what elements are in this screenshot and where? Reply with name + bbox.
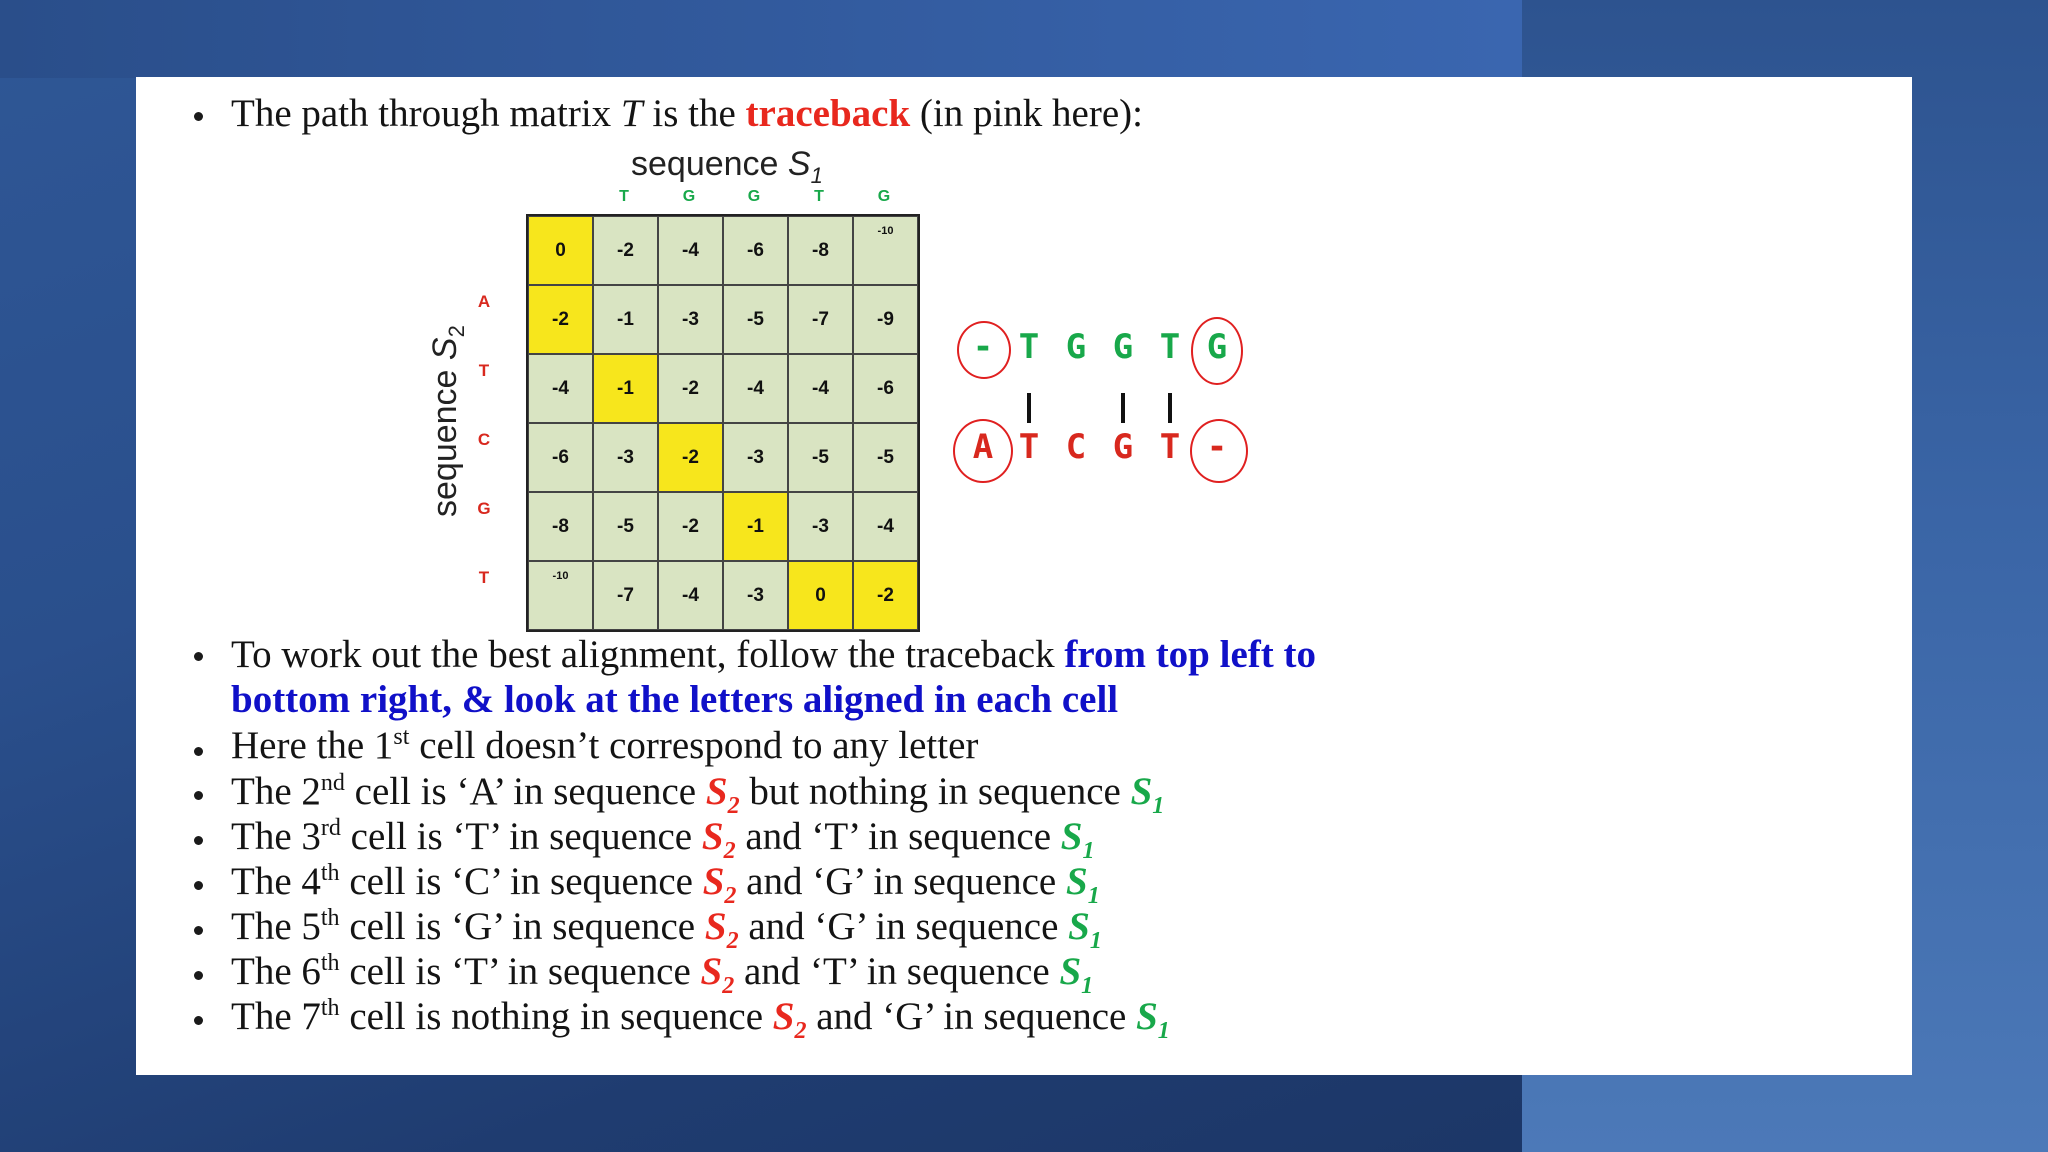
bullet-dot (194, 881, 203, 890)
bullet-dot (194, 836, 203, 845)
ordinal: st (393, 724, 410, 750)
alignment-top-letter: G (1206, 327, 1228, 367)
seq-s1 (1060, 815, 1095, 864)
matrix-cell: -4 (788, 354, 853, 423)
bullet-cell-explanation (231, 949, 1094, 999)
matrix-cell: -7 (593, 561, 658, 630)
matrix-cell: -2 (853, 561, 918, 630)
ordinal: th (320, 860, 340, 886)
alignment-bottom-letter: C (1065, 427, 1087, 467)
sub: 2 (794, 1018, 807, 1044)
bullet-dot (194, 652, 203, 661)
matrix-cell: -4 (658, 561, 723, 630)
text: cell is ‘G’ in sequence (339, 905, 705, 948)
seq-s2 (702, 860, 737, 909)
text: cell is ‘A’ in sequence (344, 770, 706, 813)
score-matrix (526, 214, 920, 632)
bold-instruction: from top left to (1064, 633, 1316, 676)
row-label: A (477, 292, 491, 311)
alignment-bottom-letter: A (972, 427, 994, 467)
bullet-first-cell (231, 723, 978, 768)
matrix-cell: -2 (528, 285, 593, 354)
var: S (1068, 905, 1090, 948)
row-label: G (477, 499, 491, 518)
gap-circle (953, 419, 1013, 483)
matrix-cell: -5 (853, 423, 918, 492)
match-bar (1168, 393, 1172, 423)
bullet-follow-traceback (231, 632, 1316, 677)
alignment-top-letter: G (1112, 327, 1134, 367)
text: and ‘T’ in sequence (734, 950, 1060, 993)
matrix-cell: -2 (593, 216, 658, 285)
row-label: T (478, 568, 490, 587)
matrix-cell: -4 (658, 216, 723, 285)
seq-s1 (1130, 770, 1165, 819)
matrix-cell: -4 (853, 492, 918, 561)
sub: 2 (724, 883, 737, 909)
background-top-band (0, 0, 1522, 78)
var: S (1065, 860, 1088, 903)
bullet-dot (194, 747, 203, 756)
matrix-cell: 0 (788, 561, 853, 630)
matrix-cell: -1 (593, 354, 658, 423)
sub: 2 (727, 793, 740, 819)
matrix-cell: -10 (853, 216, 918, 285)
column-label: G (682, 188, 696, 205)
matrix-column-title (631, 145, 823, 188)
matrix-cell: -6 (853, 354, 918, 423)
matrix-cell: 0 (528, 216, 593, 285)
matrix-cell: -2 (658, 423, 723, 492)
bullet-dot (194, 791, 203, 800)
matrix-cell: -8 (528, 492, 593, 561)
bullet-follow-traceback-cont (231, 677, 1118, 722)
matrix-cell: -9 (853, 285, 918, 354)
alignment-bottom-letter: T (1159, 427, 1181, 467)
var: S (701, 815, 724, 858)
text: The 5 (231, 905, 321, 948)
gap-circle (1191, 317, 1243, 385)
ordinal: th (320, 950, 340, 976)
bold-instruction: bottom right, & look at the letters aligned in each cell (231, 678, 1119, 721)
var: S (702, 860, 725, 903)
seq-s1 (1059, 950, 1094, 999)
match-bar (1027, 393, 1031, 423)
bullet-cell-explanation (231, 814, 1095, 864)
text: cell doesn’t correspond to any letter (409, 724, 979, 767)
matrix-cell: -5 (593, 492, 658, 561)
text: (in pink here): (910, 92, 1143, 135)
text: and ‘T’ in sequence (735, 815, 1061, 858)
bullet-cell-explanation (231, 994, 1170, 1044)
matrix-cell: -8 (788, 216, 853, 285)
sub: 1 (1157, 1018, 1170, 1044)
text: The 4 (231, 860, 321, 903)
var: S (705, 770, 728, 813)
side-sub: 2 (444, 325, 469, 338)
gap-circle (1190, 419, 1248, 483)
column-label: G (877, 188, 891, 205)
text: The 3 (231, 815, 321, 858)
gap-circle (957, 321, 1011, 379)
side-var: S (426, 337, 464, 361)
side-word: sequence (426, 369, 464, 517)
sub: 1 (1152, 793, 1165, 819)
text: Here the 1 (231, 724, 394, 767)
text: To work out the best alignment, follow the traceback (231, 633, 1065, 676)
text: is the (642, 92, 746, 135)
ordinal: nd (320, 770, 345, 796)
title-sub: 1 (810, 163, 823, 188)
matrix-cell: -6 (723, 216, 788, 285)
matrix-cell: -3 (788, 492, 853, 561)
matrix-cell: -7 (788, 285, 853, 354)
seq-s2 (704, 905, 739, 954)
text: The path through matrix (231, 92, 621, 135)
var: S (1059, 950, 1082, 993)
matrix-cell: -3 (658, 285, 723, 354)
text: and ‘G’ in sequence (806, 995, 1137, 1038)
bullet-dot (194, 1016, 203, 1025)
alignment-top-letter: G (1065, 327, 1087, 367)
seq-s1 (1136, 995, 1170, 1044)
slide (136, 77, 1912, 1075)
title-word: sequence (631, 145, 779, 183)
seq-s2 (772, 995, 807, 1044)
row-label: T (478, 361, 490, 380)
seq-s2 (705, 770, 740, 819)
column-label: G (747, 188, 761, 205)
var: S (772, 995, 795, 1038)
matrix-row-title (426, 325, 469, 517)
var: S (1136, 995, 1158, 1038)
matrix-cell: -3 (593, 423, 658, 492)
matrix-cell: -4 (723, 354, 788, 423)
title-var: S (787, 145, 811, 183)
matrix-cell: -3 (723, 561, 788, 630)
sub: 1 (1087, 883, 1100, 909)
alignment-top-letter: T (1159, 327, 1181, 367)
text: cell is ‘C’ in sequence (339, 860, 703, 903)
ordinal: th (320, 995, 340, 1021)
alignment-top-letter: - (972, 327, 994, 367)
bullet-traceback-intro (231, 91, 1143, 136)
text: and ‘G’ in sequence (736, 860, 1066, 903)
bullet-dot (194, 971, 203, 980)
text: The 2 (231, 770, 321, 813)
traceback-word: traceback (745, 92, 911, 135)
matrix-cell: -5 (723, 285, 788, 354)
alignment-bottom-letter: - (1206, 427, 1228, 467)
seq-s2 (701, 815, 736, 864)
matrix-cell: -2 (658, 354, 723, 423)
text: cell is nothing in sequence (339, 995, 773, 1038)
var: S (700, 950, 723, 993)
bullet-cell-explanation (231, 769, 1165, 819)
var: S (1130, 770, 1153, 813)
var: S (1060, 815, 1083, 858)
bullet-cell-explanation (231, 904, 1102, 954)
seq-s1 (1065, 860, 1100, 909)
alignment-bottom-letter: T (1018, 427, 1040, 467)
matrix-cell: -5 (788, 423, 853, 492)
seq-s1 (1068, 905, 1102, 954)
matrix-cell: -6 (528, 423, 593, 492)
alignment-top-letter: T (1018, 327, 1040, 367)
alignment-bottom-letter: G (1112, 427, 1134, 467)
column-label: T (814, 188, 824, 205)
matrix-cell: -4 (528, 354, 593, 423)
text: and ‘G’ in sequence (738, 905, 1069, 948)
bullet-cell-explanation (231, 859, 1100, 909)
bullet-dot (194, 112, 203, 121)
sub: 1 (1081, 973, 1094, 999)
bullet-dot (194, 926, 203, 935)
matrix-cell: -10 (528, 561, 593, 630)
text: but nothing in sequence (739, 770, 1131, 813)
row-label: C (477, 430, 491, 449)
sub: 2 (726, 928, 739, 954)
matrix-T: T (620, 92, 643, 135)
matrix-cell: -2 (658, 492, 723, 561)
matrix-cell: -1 (723, 492, 788, 561)
text: cell is ‘T’ in sequence (339, 950, 701, 993)
ordinal: rd (320, 815, 341, 841)
text: cell is ‘T’ in sequence (340, 815, 702, 858)
column-label: T (619, 188, 629, 205)
sub: 1 (1089, 928, 1102, 954)
match-bar (1121, 393, 1125, 423)
sub: 2 (722, 973, 735, 999)
sub: 1 (1082, 838, 1095, 864)
matrix-cell: -1 (593, 285, 658, 354)
seq-s2 (700, 950, 735, 999)
matrix-cell: -3 (723, 423, 788, 492)
sub: 2 (723, 838, 736, 864)
text: The 7 (231, 995, 321, 1038)
var: S (704, 905, 727, 948)
text: The 6 (231, 950, 321, 993)
ordinal: th (320, 905, 340, 931)
